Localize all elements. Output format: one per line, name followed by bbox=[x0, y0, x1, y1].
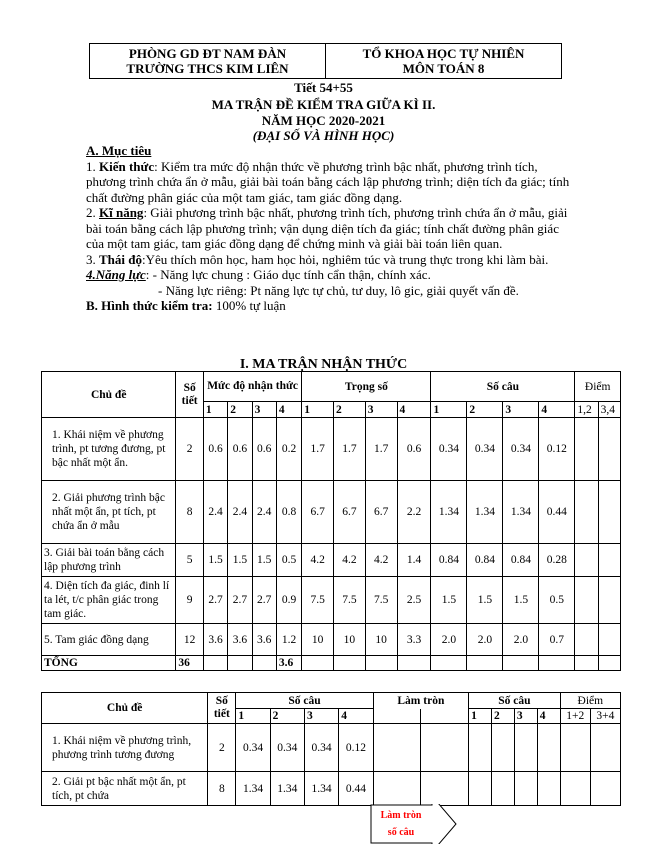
table1-score-header: Điểm bbox=[575, 372, 621, 402]
objectives-section bbox=[86, 143, 576, 314]
table2-subheader-row: 1 2 3 4 1 2 3 4 1+2 3+4 bbox=[42, 709, 621, 724]
document-subtitle: (ĐẠI SỐ VÀ HÌNH HỌC) bbox=[252, 128, 395, 143]
school-header-left bbox=[90, 44, 326, 79]
school-year: NĂM HỌC 2020-2021 bbox=[261, 113, 386, 128]
table1-topic-header: Chủ đề bbox=[42, 372, 176, 418]
table2-count2-header: Số câu bbox=[469, 693, 560, 709]
weight-col-1: 1 bbox=[302, 402, 334, 418]
table-row: 3. Giải bài toán bằng cách lập phương trình 5 1.5 1.5 1.5 0.5 4.2 4.2 4.2 1.4 0.84 0.84 0.84 0.28 bbox=[42, 544, 621, 577]
competence-general: 4.Năng lực: - Năng lực chung : Giáo dục tính cẩn thận, chính xác. bbox=[86, 267, 431, 282]
table1-count-header: Số câu bbox=[431, 372, 575, 402]
score-col-1: 1,2 bbox=[575, 402, 598, 418]
section-title: I. MA TRẬN NHẬN THỨC bbox=[239, 357, 408, 372]
awareness-matrix-table bbox=[41, 371, 621, 671]
school-header bbox=[89, 43, 562, 79]
row-topic: 2. Giải pt bậc nhất một ẩn, pt tích, pt chứa bbox=[42, 772, 208, 806]
count-col-2: 2 bbox=[467, 402, 503, 418]
competence-specific: - Năng lực riêng: Pt năng lực tự chủ, tư duy, lô gic, giải quyết vấn đề. bbox=[158, 282, 519, 298]
table2-topic-header: Chủ đề bbox=[42, 693, 208, 724]
weight-col-4: 4 bbox=[397, 402, 431, 418]
group-name: TỔ KHOA HỌC TỰ NHIÊN bbox=[362, 46, 525, 61]
knowledge-paragraph: 1. Kiến thức: Kiểm tra mức độ nhận thức về phương trình bậc nhất, phương trình tích, phương trình chứa ẩn ở mẫu, giải bài toán bằng cách lập phương trình; diện tích đa giác; tính chất đường phân giác của một tam giác, tam giác đồng dạng. bbox=[86, 158, 570, 205]
row-topic: 1. Khái niệm về phương trình, phương trình tương đương bbox=[42, 724, 208, 772]
table2-lessons-header: Số tiết bbox=[208, 693, 236, 724]
weight-col-2: 2 bbox=[334, 402, 366, 418]
count-col-3: 3 bbox=[503, 402, 539, 418]
lesson-number: Tiết 54+55 bbox=[294, 80, 353, 95]
level-col-1: 1 bbox=[203, 402, 227, 418]
count-col-4: 4 bbox=[539, 402, 575, 418]
table1-weight-header: Trọng số bbox=[302, 372, 431, 402]
callout-label: Làm tròn số câu bbox=[380, 810, 422, 838]
table-row: 5. Tam giác đồng dạng 12 3.6 3.6 3.6 1.2 10 10 10 3.3 2.0 2.0 2.0 0.7 bbox=[42, 624, 621, 656]
subject-name: MÔN TOÁN 8 bbox=[402, 61, 485, 76]
table1-lessons-header: Số tiết bbox=[176, 372, 204, 418]
table2-round-header: Làm tròn bbox=[373, 693, 469, 709]
table1-total-row bbox=[42, 656, 621, 671]
score-col-2: 3,4 bbox=[598, 402, 620, 418]
total-level4: 3.6 bbox=[276, 656, 301, 671]
row-topic: 4. Diện tích đa giác, đinh lí ta lét, t/c phân giác trong tam giác. bbox=[42, 577, 176, 624]
exam-form: B. Hình thức kiểm tra: 100% tự luận bbox=[86, 298, 286, 313]
table-row: 2. Giải pt bậc nhất một ẩn, pt tích, pt chứa 8 1.34 1.34 1.34 0.44 bbox=[42, 772, 621, 806]
level-col-3: 3 bbox=[252, 402, 276, 418]
table-row: 1. Khái niệm về phương trình, phương trình tương đương 2 0.34 0.34 0.34 0.12 bbox=[42, 724, 621, 772]
department-name: PHÒNG GD ĐT NAM ĐÀN bbox=[128, 46, 287, 61]
table2-header-row bbox=[42, 693, 621, 709]
table2-count-header: Số câu bbox=[236, 693, 373, 709]
row-topic: 2. Giải phương trình bậc nhất một ẩn, pt tích, pt chứa ẩn ở mẫu bbox=[42, 481, 176, 544]
weight-col-3: 3 bbox=[365, 402, 397, 418]
skill-paragraph: 2. Kĩ năng: Giải phương trình bậc nhất, phương trình tích, phương trình chứa ẩn ở mẫu, giải bài toán bằng cách lập phương trình; vận dụng diện tích đa giác; tính chất đường phân giác của một tam giác, tam giác đồng dạng để chứng minh và giải bài toán liên quan. bbox=[86, 205, 568, 251]
table-row: 1. Khái niệm về phương trình, pt tương đương, pt bậc nhất một ẩn. 2 0.6 0.6 0.6 0.2 1.7 1.7 1.7 0.6 0.34 0.34 0.34 0.12 bbox=[42, 418, 621, 481]
school-name: TRƯỜNG THCS KIM LIÊN bbox=[126, 61, 289, 76]
level-col-4: 4 bbox=[276, 402, 301, 418]
table2-score-header: Điểm bbox=[560, 693, 620, 709]
table-row: 2. Giải phương trình bậc nhất một ẩn, pt tích, pt chứa ẩn ở mẫu 8 2.4 2.4 2.4 0.8 6.7 6.7 6.7 2.2 1.34 1.34 1.34 0.44 bbox=[42, 481, 621, 544]
count-col-1: 1 bbox=[431, 402, 467, 418]
document-title: MA TRẬN ĐỀ KIỂM TRA GIỮA KÌ II. bbox=[211, 97, 436, 112]
total-lessons: 36 bbox=[176, 656, 204, 671]
level-col-2: 2 bbox=[228, 402, 252, 418]
row-topic: 3. Giải bài toán bằng cách lập phương trình bbox=[42, 544, 176, 577]
rounding-table bbox=[41, 692, 621, 806]
table1-level-header: Mức độ nhận thức bbox=[203, 372, 301, 402]
attitude-paragraph: 3. Thái độ:Yêu thích môn học, ham học hỏi, nghiêm túc và trung thực trong khi làm bài. bbox=[86, 251, 549, 267]
row-topic: 1. Khái niệm về phương trình, pt tương đương, pt bậc nhất một ẩn. bbox=[42, 418, 176, 481]
table-row: 4. Diện tích đa giác, đinh lí ta lét, t/c phân giác trong tam giác. 9 2.7 2.7 2.7 0.9 7.5 7.5 7.5 2.5 1.5 1.5 1.5 0.5 bbox=[42, 577, 621, 624]
objectives-heading: A. Mục tiêu bbox=[86, 143, 152, 158]
row-topic: 5. Tam giác đồng dạng bbox=[42, 624, 176, 656]
school-header-right bbox=[326, 44, 562, 79]
total-label: TỔNG bbox=[42, 656, 176, 671]
table1-header-row bbox=[42, 372, 621, 402]
